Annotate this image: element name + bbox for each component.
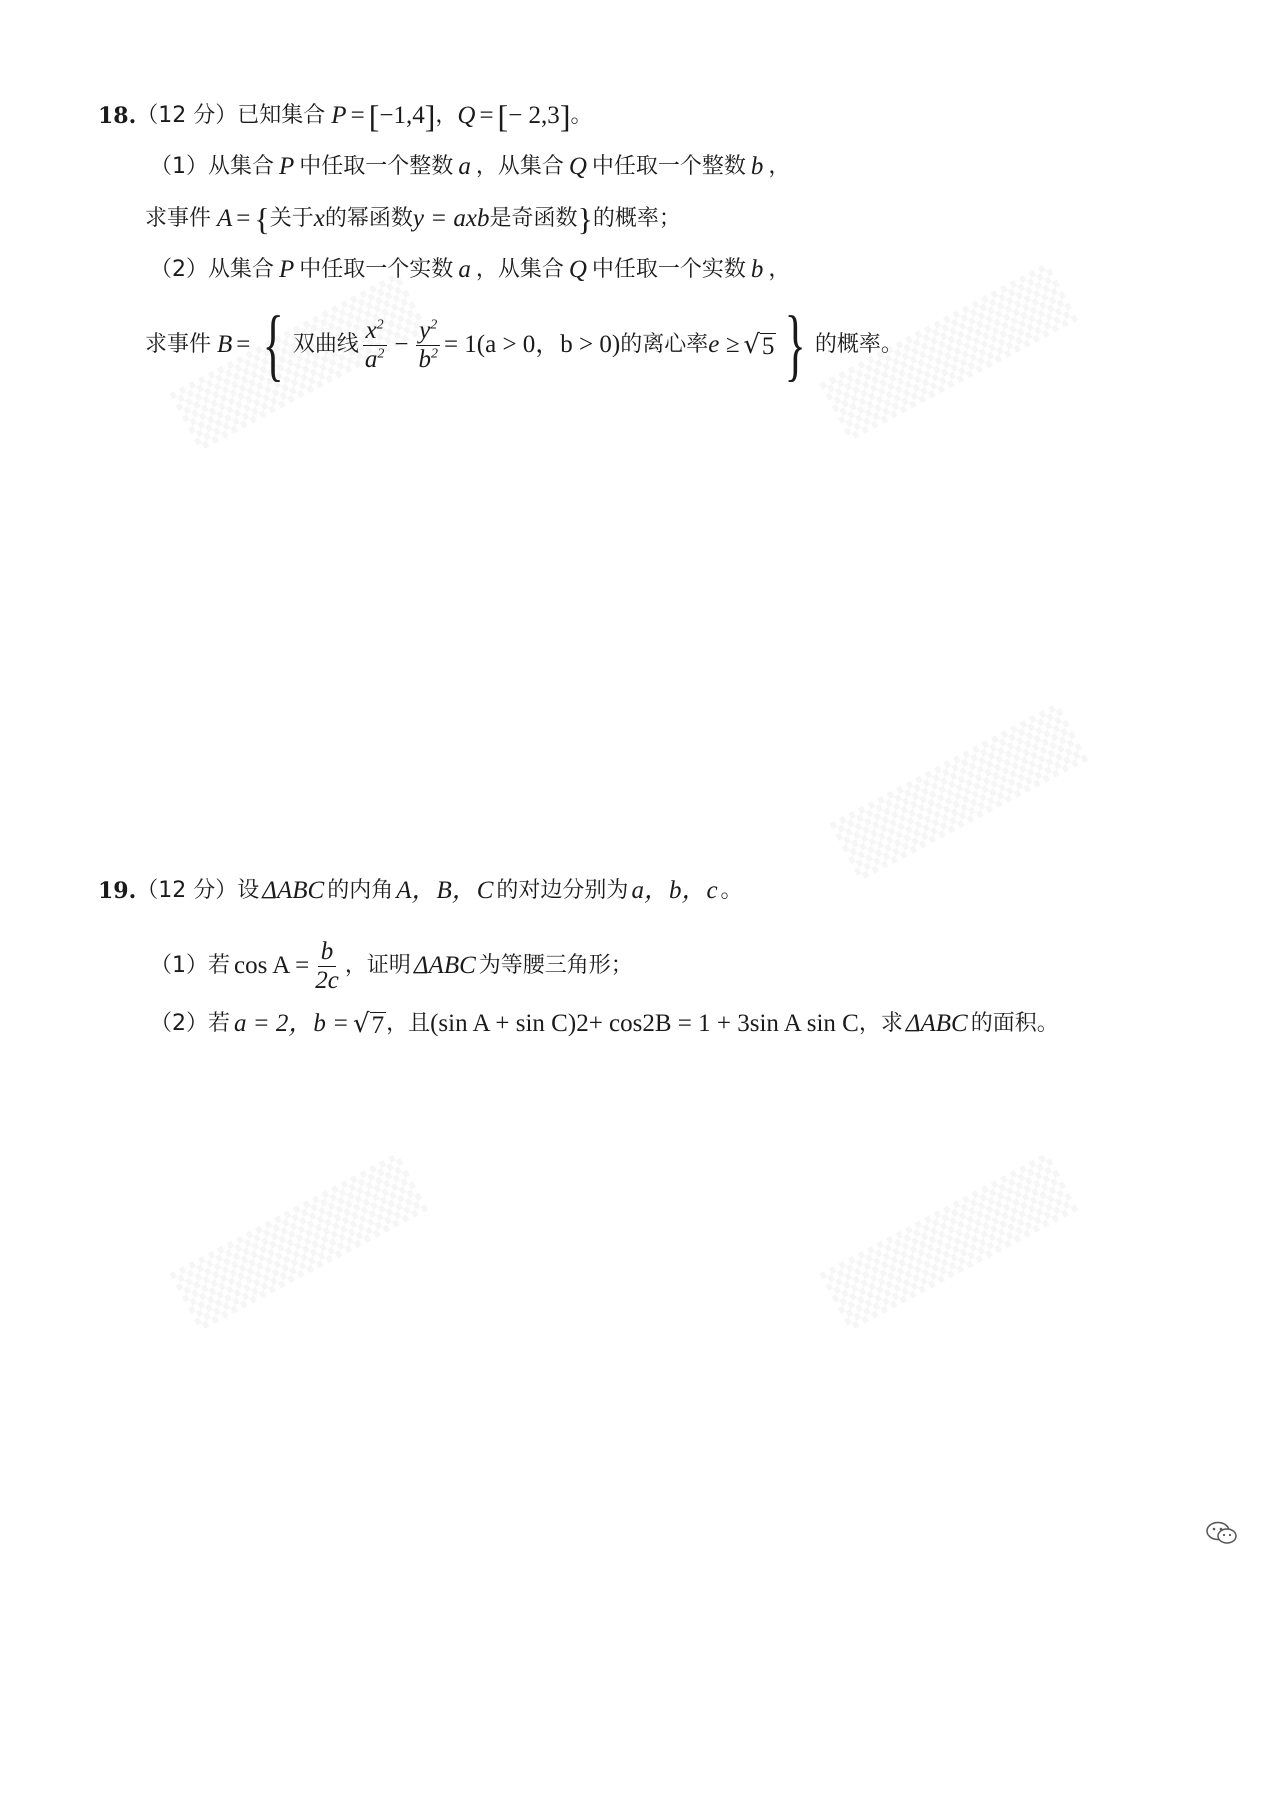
q19-end: 。 (720, 878, 743, 903)
q18-frac-x: $\frac{x^2}{a^2}$ (362, 317, 388, 374)
q19-triangle: ΔABC (262, 877, 325, 904)
q18-part1-line2: 求事件 A = { 关于 x 的幂函数 y = ax b 是奇函数 } 的概率； (145, 201, 681, 237)
q19-cos-a: cos A = (234, 952, 310, 979)
q19-eq-left: (sin A + sin C) (430, 1010, 577, 1037)
q19-part2: （2） 若 a = 2，b = √ 7 ，且 (sin A + sin C) 2 + cos 2 B = 1 + 3sin A sin C ，求 ΔABC 的面积。 (150, 1009, 1059, 1039)
q18-brace-text: 的幂函数 (324, 206, 413, 231)
q18-brace: } (577, 201, 593, 237)
q18-part1-label: （1） (150, 154, 208, 179)
q19-number: 19. (98, 878, 137, 904)
q18-number: 18. (98, 103, 137, 129)
watermark (830, 703, 1089, 882)
q18-part2-line2 (145, 301, 903, 389)
q18-part2-label: （2） (150, 257, 208, 282)
q18-part2-text: ， (768, 257, 791, 282)
q19-eq-right: B = 1 + 3sin A sin C (654, 1010, 859, 1037)
q18-part2-text: ，从集合 (475, 257, 564, 282)
q18-part1-text: 从集合 (208, 154, 275, 179)
q19-frac (312, 938, 342, 995)
q18-big-brace: } (785, 301, 807, 389)
q18-score: （12 分） (136, 103, 238, 128)
q18-var-x: x (313, 205, 325, 232)
q18-part2-var-a: a (458, 256, 471, 283)
q18-frac-y-num: y (419, 316, 431, 344)
q19-stem (98, 876, 743, 906)
q18-brace: { (254, 201, 270, 237)
q18-hyperbola-cond: = 1(a > 0，b > 0) (443, 331, 621, 358)
q18-part2-text: 中任取一个实数 (299, 257, 454, 282)
q18-frac-y: $\frac{y^2}{b^2}$ (415, 317, 441, 374)
q18-eq: = (479, 102, 494, 129)
q19-triangle: ΔABC (905, 1010, 968, 1037)
q19-frac-num: b (318, 938, 337, 967)
q18-part1-var-a: a (458, 153, 471, 180)
q18-event-a: A (217, 205, 233, 232)
q18-part1-line1 (150, 152, 790, 182)
q18-brace-text: 是奇函数 (489, 206, 578, 231)
sqrt-icon: √ (743, 330, 760, 360)
q18-part1-set-p: P (279, 153, 295, 180)
q18-stem-text: 已知集合 (237, 103, 326, 128)
q18-minus: − (394, 331, 409, 358)
q18-sqrt-value: 5 (761, 333, 775, 360)
q18-p-interval: −1,4 (379, 102, 425, 129)
q18-part1-text: 中任取一个整数 (591, 154, 746, 179)
q18-brace-text: 双曲线 (292, 332, 359, 357)
wechat-icon (1205, 1520, 1239, 1546)
q19-condition: a = 2，b = (234, 1010, 350, 1037)
q18-part2-var-b: b (750, 256, 764, 283)
q18-part1-text: ， (768, 154, 791, 179)
q18-end: 。 (570, 103, 593, 128)
q18-q-interval: − 2,3 (508, 102, 560, 129)
q18-part1-text: 的概率； (592, 206, 681, 231)
q18-part2-text: 的概率。 (814, 332, 903, 357)
q18-frac-x-num: x (365, 316, 377, 344)
q19-part2-text: ，求 (858, 1011, 903, 1036)
q19-part2-text: 的面积。 (970, 1011, 1059, 1036)
q18-part2-set-q: Q (568, 256, 587, 283)
q18-part1-text: 求事件 (145, 206, 212, 231)
q18-stem (98, 98, 593, 134)
q18-part2-line1 (150, 255, 790, 285)
q18-eq: = (236, 331, 251, 358)
q19-angles: A，B，C (396, 877, 494, 904)
q19-part1-label: （1） (150, 953, 208, 978)
q18-part1-set-q: Q (568, 153, 587, 180)
q18-part2-text: 中任取一个实数 (591, 257, 746, 282)
q19-part1 (150, 934, 633, 998)
q18-part1-var-b: b (750, 153, 764, 180)
q19-sides: a，b，c (631, 877, 718, 904)
q18-sep: ， (435, 103, 458, 128)
q19-stem-text: 的内角 (327, 878, 394, 903)
q18-event-b: B (217, 331, 233, 358)
q19-stem-text: 设 (237, 878, 260, 903)
q18-eccentricity: e ≥ (708, 331, 740, 358)
q18-eq: = (236, 205, 251, 232)
q19-stem-text: 的对边分别为 (496, 878, 629, 903)
watermark (820, 1153, 1079, 1332)
q19-sqrt-value: 7 (371, 1012, 385, 1039)
q19-sqrt (353, 1009, 386, 1039)
q19-part2-text: ，且 (386, 1011, 431, 1036)
q18-set-p: P (331, 102, 347, 129)
q19-eq-mid: + cos (588, 1010, 643, 1037)
q18-big-brace: { (263, 301, 285, 389)
q18-part2-text: 从集合 (208, 257, 275, 282)
q18-part1-text: 中任取一个整数 (299, 154, 454, 179)
q18-part2-text: 求事件 (145, 332, 212, 357)
q18-power-func: y = ax (412, 205, 477, 232)
q19-part2-label: （2） (150, 1011, 208, 1036)
sqrt-icon: √ (353, 1009, 370, 1039)
watermark (170, 1153, 429, 1332)
q19-part1-text: ，证明 (344, 953, 411, 978)
q18-brace-text: 关于 (269, 206, 314, 231)
q19-triangle: ΔABC (413, 952, 476, 979)
q18-bracket: ] (559, 98, 571, 134)
q19-part1-text: 若 (208, 953, 231, 978)
q18-brace-text: 的离心率 (620, 332, 709, 357)
q18-part1-text: ，从集合 (475, 154, 564, 179)
q19-part1-text: 为等腰三角形； (478, 953, 633, 978)
q18-bracket: [ (497, 98, 509, 134)
q18-frac-y-den: b (418, 345, 431, 373)
q18-bracket: [ (368, 98, 380, 134)
q18-bracket: ] (424, 98, 436, 134)
q18-sqrt (743, 330, 776, 360)
q18-set-q: Q (457, 102, 476, 129)
q19-score: （12 分） (136, 878, 238, 903)
q19-part2-text: 若 (208, 1011, 231, 1036)
q18-frac-x-den: a (364, 345, 378, 373)
q19-frac-den: 2c (315, 966, 339, 994)
q18-eq: = (350, 102, 365, 129)
q18-part2-set-p: P (279, 256, 295, 283)
